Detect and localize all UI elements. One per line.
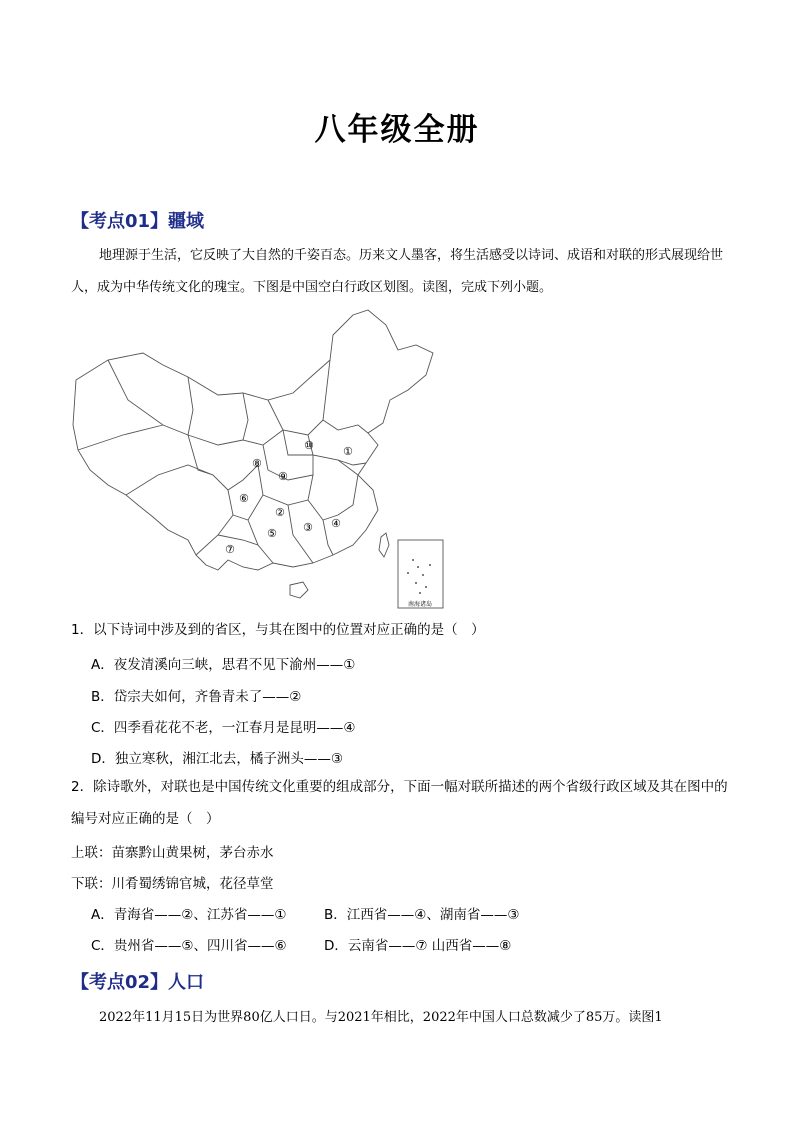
south-china-sea-inset — [398, 540, 443, 608]
china-province-map — [68, 305, 448, 610]
q1-option-d[interactable]: D．独立寒秋，湘江北去，橘子洲头——③ — [91, 751, 343, 767]
q2-option-b[interactable]: B．江西省——④、湖南省——③ — [324, 907, 520, 923]
marker-2: ② — [275, 506, 285, 519]
marker-1: ① — [343, 445, 353, 458]
intro-text-1: 地理源于生活，它反映了大自然的千姿百态。历来文人墨客，将生活感受以诗词、成语和对联的形式展现给世人，成为中华传统文化的瑰宝。下图是中国空白行政区划图。读图，完成下列小题。 — [71, 248, 724, 295]
q1-option-a[interactable]: A．夜发清溪向三峡，思君不见下渝州——① — [91, 657, 356, 673]
section-heading-territory: 【考点01】疆域 — [71, 211, 205, 232]
inset-label: 南海诸岛 — [407, 601, 433, 608]
marker-6: ⑥ — [239, 492, 249, 505]
couplet-lower: 下联：川肴蜀绣锦官城，花径草堂 — [71, 876, 274, 892]
q2-option-c[interactable]: C．贵州省——⑤、四川省——⑥ — [91, 938, 287, 954]
q2-option-d[interactable]: D．云南省——⑦ 山西省——⑧ — [324, 938, 512, 954]
intro-text-2: 2022年11月15日为世界80亿人口日。与2021年相比，2022年中国人口总数减少了85万。读图1 — [99, 1010, 663, 1025]
country-outline — [73, 310, 433, 570]
section-heading-population: 【考点02】人口 — [71, 972, 205, 993]
marker-4: ④ — [331, 517, 341, 530]
intro-paragraph-2 — [71, 1002, 726, 1034]
q1-option-c[interactable]: C．四季看花花不老，一江春月是昆明——④ — [91, 720, 356, 736]
question-1-stem: 1．以下诗词中涉及到的省区，与其在图中的位置对应正确的是（ ） — [71, 622, 485, 638]
marker-9: ⑨ — [278, 470, 288, 483]
marker-10: ⑩ — [304, 439, 314, 452]
couplet-upper: 上联：苗寨黔山黄果树，茅台赤水 — [71, 845, 274, 861]
q2-option-a[interactable]: A．青海省——②、江苏省——① — [91, 907, 287, 923]
marker-8: ⑧ — [252, 457, 262, 470]
map-svg — [68, 305, 448, 610]
q1-option-b[interactable]: B．岱宗夫如何，齐鲁青未了——② — [91, 689, 302, 705]
intro-paragraph-1 — [71, 240, 726, 304]
marker-7: ⑦ — [225, 543, 235, 556]
hainan-outline — [290, 582, 308, 598]
question-2-stem: 2．除诗歌外，对联也是中国传统文化重要的组成部分，下面一幅对联所描述的两个省级行政区域及其在图中的编号对应正确的是（ ） — [71, 779, 728, 827]
taiwan-outline — [379, 533, 389, 557]
marker-3: ③ — [303, 521, 313, 534]
page-title: 八年级全册 — [314, 112, 480, 148]
marker-5: ⑤ — [267, 527, 277, 540]
